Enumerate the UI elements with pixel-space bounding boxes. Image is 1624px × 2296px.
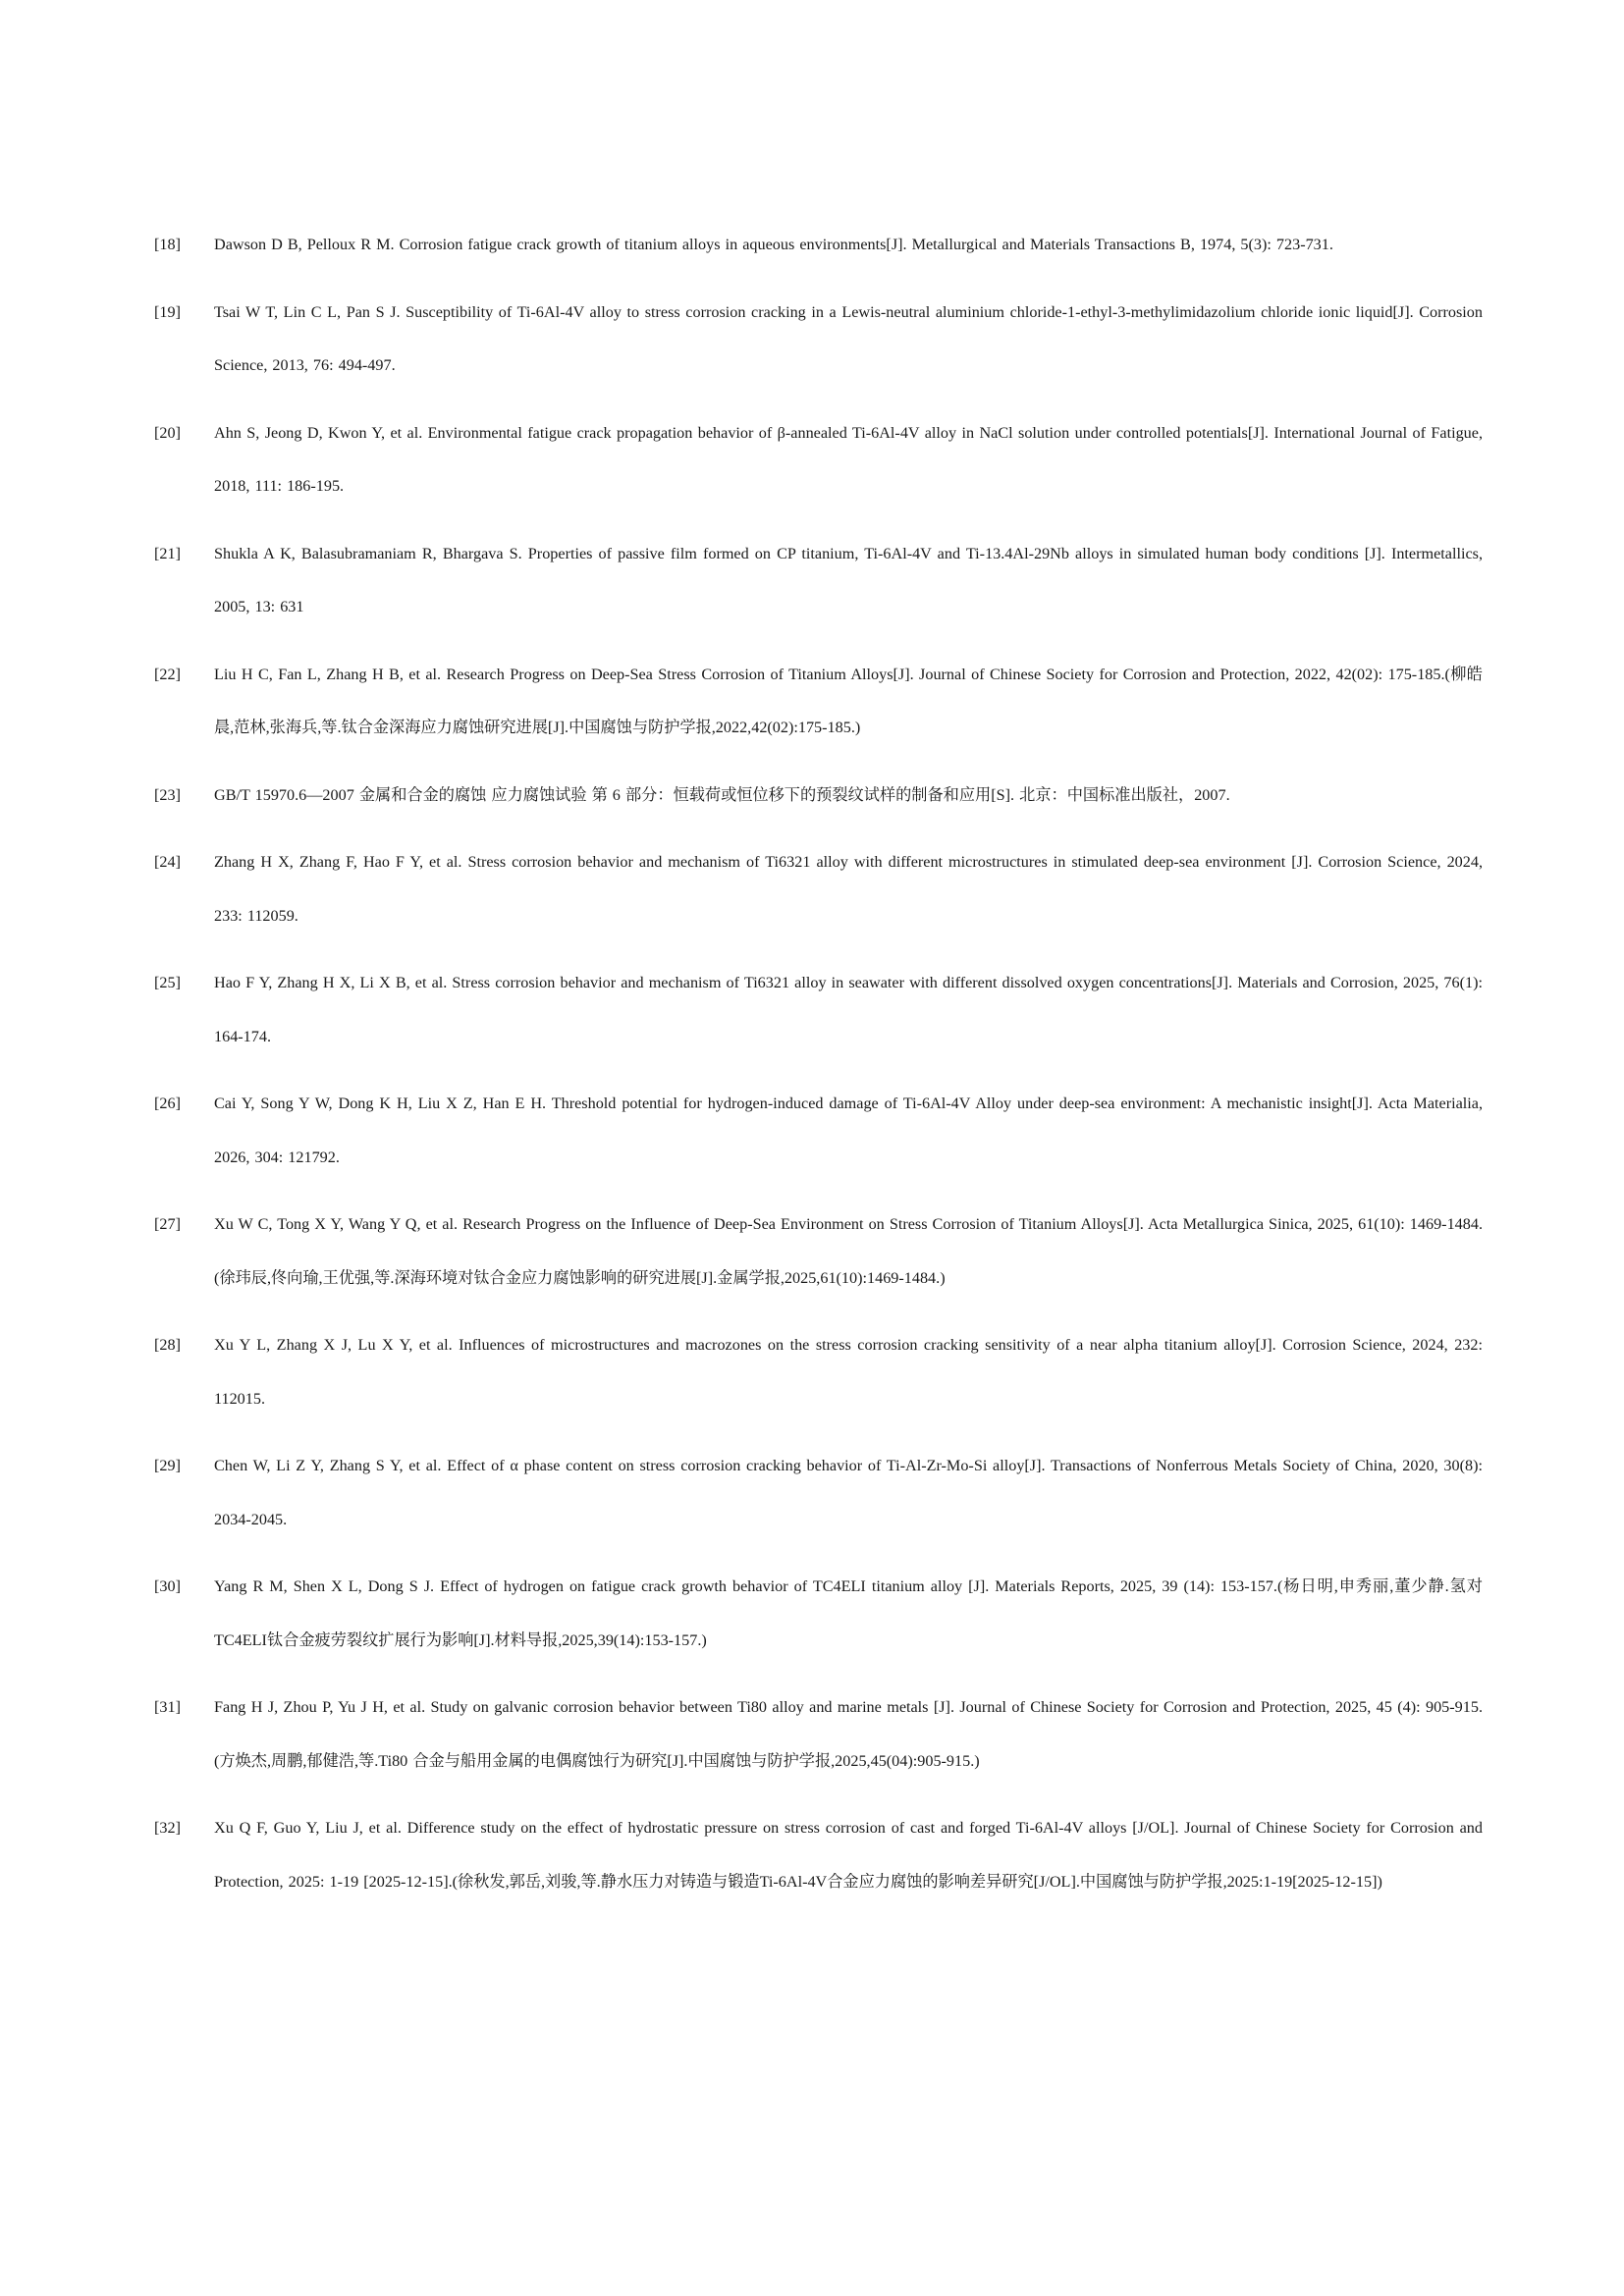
reference-item	[154, 1439, 1483, 1546]
reference-number: [29]	[154, 1457, 181, 1474]
reference-text: Xu W C, Tong X Y, Wang Y Q, et al. Research Progress on the Influence of Deep-Sea Environment on Stress Corrosion of Titanium Alloys[J]. Acta Metallurgica Sinica, 2025, 61(10): 1469-1484.(徐玮辰,佟向瑜,王优强,等.深海环境对钛合金应力腐蚀影响的研究进展[J].金属学报,2025,61(10):1469-1484.)	[214, 1215, 1483, 1287]
reference-number: [18]	[154, 236, 181, 253]
reference-number: [25]	[154, 974, 181, 991]
reference-item	[154, 1198, 1483, 1305]
reference-text: Fang H J, Zhou P, Yu J H, et al. Study on galvanic corrosion behavior between Ti80 alloy and marine metals [J]. Journal of Chinese Society for Corrosion and Protection, 2025, 45 (4): 905-915.(方焕杰,周鹏,郁健浩,等.Ti80 合金与船用金属的电偶腐蚀行为研究[J].中国腐蚀与防护学报,2025,45(04):905-915.)	[214, 1698, 1483, 1770]
reference-number: [24]	[154, 853, 181, 871]
reference-number: [22]	[154, 665, 181, 683]
reference-text: Dawson D B, Pelloux R M. Corrosion fatigue crack growth of titanium alloys in aqueous environments[J]. Metallurgical and Materials Transactions B, 1974, 5(3): 723-731.	[214, 236, 1333, 253]
reference-number: [30]	[154, 1577, 181, 1595]
reference-item	[154, 1318, 1483, 1425]
reference-text: Ahn S, Jeong D, Kwon Y, et al. Environmental fatigue crack propagation behavior of β-annealed Ti-6Al-4V alloy in NaCl solution under controlled potentials[J]. International Journal of Fatigue, 2018, 111: 186-195.	[214, 423, 1483, 495]
reference-item	[154, 1681, 1483, 1788]
reference-item	[154, 218, 1483, 272]
reference-number: [26]	[154, 1095, 181, 1112]
reference-text: Hao F Y, Zhang H X, Li X B, et al. Stress corrosion behavior and mechanism of Ti6321 alloy in seawater with different dissolved oxygen concentrations[J]. Materials and Corrosion, 2025, 76(1): 164-174.	[214, 974, 1483, 1045]
reference-text: Xu Q F, Guo Y, Liu J, et al. Difference study on the effect of hydrostatic pressure on stress corrosion of cast and forged Ti-6Al-4V alloys [J/OL]. Journal of Chinese Society for Corrosion and Protection, 2025: 1-19 [2025-12-15].(徐秋发,郭岳,刘骏,等.静水压力对铸造与锻造Ti-6Al-4V合金应力腐蚀的影响差异研究[J/OL].中国腐蚀与防护学报,2025:1-19[2025-12-15])	[214, 1819, 1483, 1891]
reference-number: [20]	[154, 423, 181, 442]
reference-text: Shukla A K, Balasubramaniam R, Bhargava S. Properties of passive film formed on CP titanium, Ti-6Al-4V and Ti-13.4Al-29Nb alloys in simulated human body conditions [J]. Intermetallics, 2005, 13: 631	[214, 544, 1483, 615]
reference-item	[154, 956, 1483, 1063]
reference-number: [28]	[154, 1336, 181, 1354]
reference-text: Zhang H X, Zhang F, Hao F Y, et al. Stress corrosion behavior and mechanism of Ti6321 alloy with different microstructures in stimulated deep-sea environment [J]. Corrosion Science, 2024, 233: 112059.	[214, 853, 1483, 925]
reference-item	[154, 406, 1483, 513]
reference-number: [31]	[154, 1698, 181, 1716]
reference-item	[154, 527, 1483, 634]
reference-text: Tsai W T, Lin C L, Pan S J. Susceptibility of Ti-6Al-4V alloy to stress corrosion cracking in a Lewis-neutral aluminium chloride-1-ethyl-3-methylimidazolium chloride ionic liquid[J]. Corrosion Science, 2013, 76: 494-497.	[214, 302, 1483, 374]
reference-item	[154, 769, 1483, 823]
reference-number: [19]	[154, 302, 181, 321]
reference-text: Xu Y L, Zhang X J, Lu X Y, et al. Influences of microstructures and macrozones on the stress corrosion cracking sensitivity of a near alpha titanium alloy[J]. Corrosion Science, 2024, 232: 112015.	[214, 1336, 1483, 1408]
reference-item	[154, 286, 1483, 393]
reference-number: [21]	[154, 544, 181, 562]
reference-text: GB/T 15970.6—2007 金属和合金的腐蚀 应力腐蚀试验 第 6 部分：恒载荷或恒位移下的预裂纹试样的制备和应用[S]. 北京：中国标准出版社，2007.	[214, 785, 1230, 804]
reference-number: [27]	[154, 1215, 181, 1233]
reference-text: Cai Y, Song Y W, Dong K H, Liu X Z, Han E H. Threshold potential for hydrogen-induced damage of Ti-6Al-4V Alloy under deep-sea environment: A mechanistic insight[J]. Acta Materialia, 2026, 304: 121792.	[214, 1095, 1483, 1166]
reference-text: Yang R M, Shen X L, Dong S J. Effect of hydrogen on fatigue crack growth behavior of TC4ELI titanium alloy [J]. Materials Reports, 2025, 39 (14): 153-157.(杨日明,申秀丽,董少静.氢对TC4ELI钛合金疲劳裂纹扩展行为影响[J].材料导报,2025,39(14):153-157.)	[214, 1577, 1483, 1649]
reference-list	[154, 218, 1483, 1922]
reference-item	[154, 835, 1483, 942]
reference-text: Liu H C, Fan L, Zhang H B, et al. Research Progress on Deep-Sea Stress Corrosion of Titanium Alloys[J]. Journal of Chinese Society for Corrosion and Protection, 2022, 42(02): 175-185.(柳皓晨,范林,张海兵,等.钛合金深海应力腐蚀研究进展[J].中国腐蚀与防护学报,2022,42(02):175-185.)	[214, 665, 1483, 736]
reference-item	[154, 648, 1483, 755]
reference-item	[154, 1077, 1483, 1184]
reference-item	[154, 1801, 1483, 1908]
reference-number: [23]	[154, 785, 181, 804]
reference-text: Chen W, Li Z Y, Zhang S Y, et al. Effect of α phase content on stress corrosion cracking behavior of Ti-Al-Zr-Mo-Si alloy[J]. Transactions of Nonferrous Metals Society of China, 2020, 30(8): 2034-2045.	[214, 1457, 1483, 1528]
reference-number: [32]	[154, 1819, 181, 1837]
reference-item	[154, 1560, 1483, 1667]
